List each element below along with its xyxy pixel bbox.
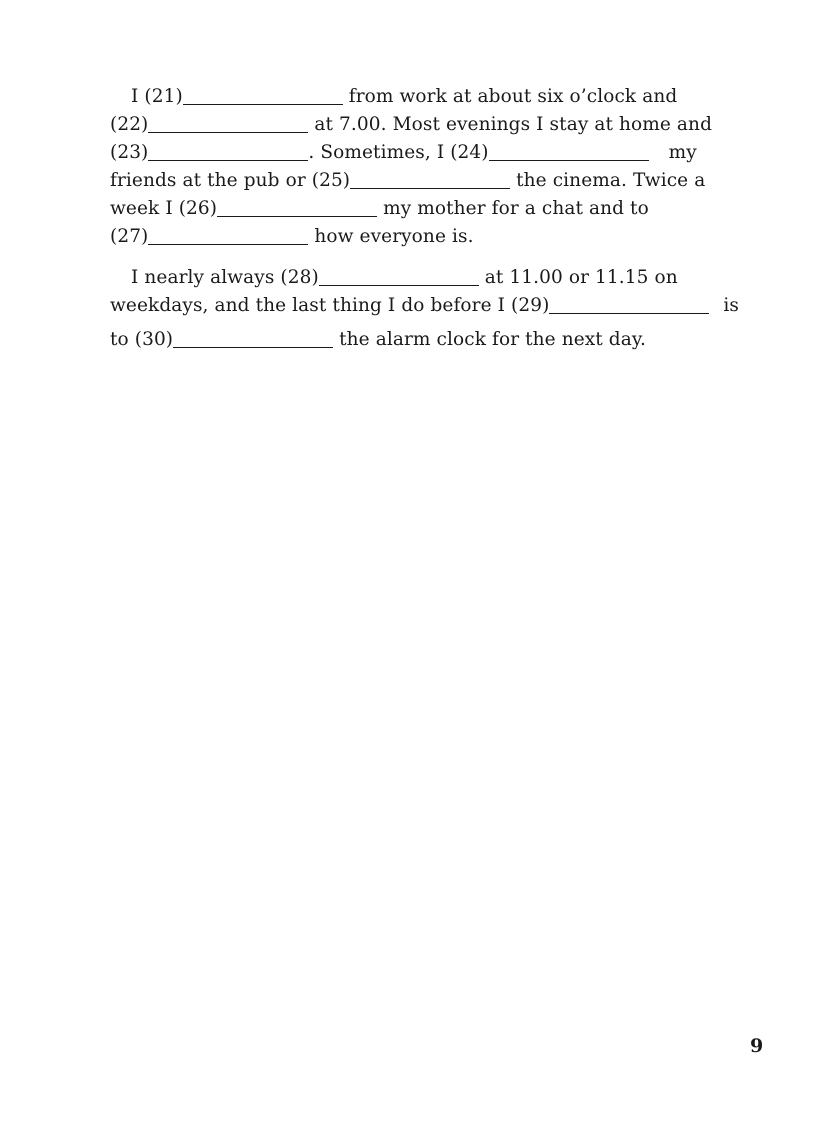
blank-27[interactable] xyxy=(148,226,308,245)
p1-line-6 xyxy=(110,223,765,251)
blank-28[interactable] xyxy=(319,267,479,286)
p1-l3-text-b: . Sometimes, I (24) xyxy=(308,142,489,163)
blank-30[interactable] xyxy=(173,329,333,348)
p2-l3-text-b: the alarm clock for the next day. xyxy=(339,329,646,350)
p1-line-3 xyxy=(110,139,765,167)
p1-line-2 xyxy=(110,111,765,139)
blank-25[interactable] xyxy=(350,170,510,189)
p1-l6-text-a: (27) xyxy=(110,226,149,247)
p2-l2-text-b: is xyxy=(723,295,739,316)
p1-l2-text-b: at 7.00. Most evenings I stay at home and xyxy=(314,114,713,135)
p2-line-1 xyxy=(131,264,765,292)
p1-l5-text-b: my mother for a chat and to xyxy=(383,198,649,219)
blank-21[interactable] xyxy=(183,86,343,105)
p1-l4-text-b: the cinema. Twice a xyxy=(516,170,706,191)
blank-26[interactable] xyxy=(217,198,377,217)
page-number: 9 xyxy=(750,1035,764,1057)
blank-22[interactable] xyxy=(148,114,308,133)
p2-l1-text-a: I nearly always (28) xyxy=(131,267,319,288)
p1-l3-text-c: my xyxy=(668,142,697,163)
p1-l3-text-a: (23) xyxy=(110,142,149,163)
p2-l1-text-b: at 11.00 or 11.15 on xyxy=(484,267,678,288)
p1-l1-text-b: from work at about six o’clock and xyxy=(348,86,678,107)
p2-line-2 xyxy=(110,292,765,320)
p1-l4-text-a: friends at the pub or (25) xyxy=(110,170,351,191)
p2-line-3 xyxy=(110,326,765,354)
blank-24[interactable] xyxy=(489,142,649,161)
p1-l5-text-a: week I (26) xyxy=(110,198,218,219)
blank-23[interactable] xyxy=(148,142,308,161)
p1-line-1 xyxy=(131,83,765,111)
blank-29[interactable] xyxy=(549,295,709,314)
p1-line-4 xyxy=(110,167,765,195)
p1-line-5 xyxy=(110,195,765,223)
p1-l6-text-b: how everyone is. xyxy=(314,226,474,247)
p1-l2-text-a: (22) xyxy=(110,114,149,135)
p2-l2-text-a: weekdays, and the last thing I do before I (29) xyxy=(110,295,550,316)
p2-l3-text-a: to (30) xyxy=(110,329,174,350)
p1-l1-text-a: I (21) xyxy=(131,86,183,107)
